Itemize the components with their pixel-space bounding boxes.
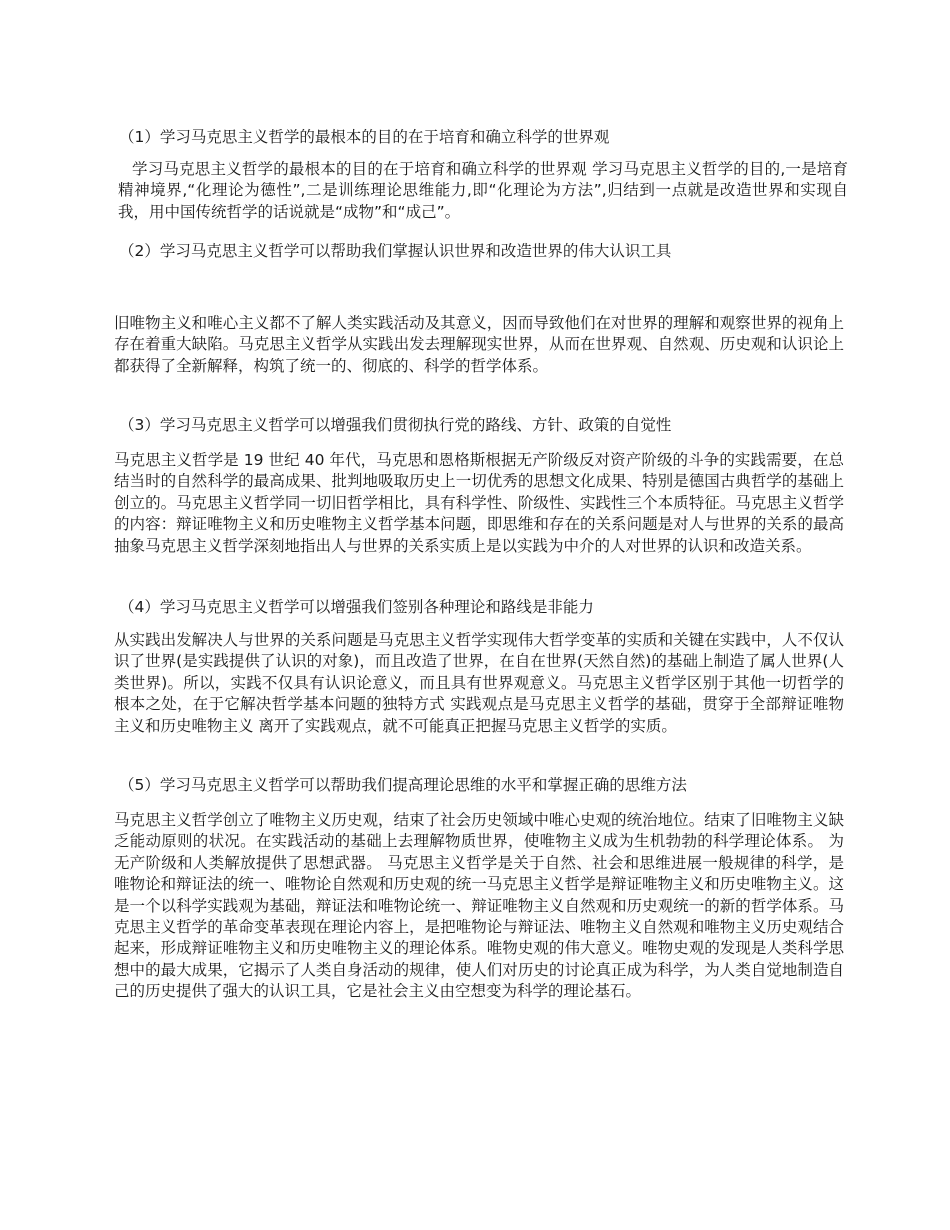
section-3-heading: （3）学习马克思主义哲学可以增强我们贯彻执行党的路线、方针、政策的自觉性	[119, 416, 672, 434]
section-2-body: 旧唯物主义和唯心主义都不了解人类实践活动及其意义，因而导致他们在对世界的理解和观察世界的视角上存在着重大缺陷。马克思主义哲学从实践出发去理解现实世界，从而在世界观、自然观、历史观和认识论上都获得了全新解释，构筑了统一的、彻底的、科学的哲学体系。	[114, 314, 844, 375]
section-5-heading: （5）学习马克思主义哲学可以帮助我们提高理论思维的水平和掌握正确的思维方法	[119, 776, 687, 794]
section-3-body: 马克思主义哲学是 19 世纪 40 年代，马克思和恩格斯根据无产阶级反对资产阶级的斗争的实践需要，在总结当时的自然科学的最高成果、批判地吸取历史上一切优秀的思想文化成果、特别是德国古典哲学的基础上创立的。马克思主义哲学同一切旧哲学相比，具有科学性、阶级性、实践性三个本质特征。马克思主义哲学的内容：辩证唯物主义和历史唯物主义哲学基本问题，即思维和存在的关系问题是对人与世界的关系的最高抽象马克思主义哲学深刻地指出人与世界的关系实质上是以实践为中介的人对世界的认识和改造关系。	[114, 451, 844, 555]
section-4-heading: （4）学习马克思主义哲学可以增强我们签别各种理论和路线是非能力	[119, 598, 594, 616]
section-4-body: 从实践出发解决人与世界的关系问题是马克思主义哲学实现伟大哲学变革的实质和关键在实践中，人不仅认识了世界(是实践提供了认识的对象)，而且改造了世界，在自在世界(天然自然)的基础上制造了属人世界(人类世界)。所以，实践不仅具有认识论意义，而且具有世界观意义。马克思主义哲学区别于其他一切哲学的根本之处，在于它解决哲学基本问题的独特方式 实践观点是马克思主义哲学的基础，贯穿于全部辩证唯物主义和历史唯物主义 离开了实践观点，就不可能真正把握马克思主义哲学的实质。	[114, 631, 844, 735]
section-5-body: 马克思主义哲学创立了唯物主义历史观，结束了社会历史领域中唯心史观的统治地位。结束了旧唯物主义缺乏能动原则的状况。在实践活动的基础上去理解物质世界，使唯物主义成为生机勃勃的科学理论体系。 为无产阶级和人类解放提供了思想武器。 马克思主义哲学是关于自然、社会和思维进展一般规律的科学，是唯物论和辩证法的统一、唯物论自然观和历史观的统一马克思主义哲学是辩证唯物主义和历史唯物主义。这是一个以科学实践观为基础，辩证法和唯物论统一、辩证唯物主义自然观和历史观统一的新的哲学体系。马克思主义哲学的革命变革表现在理论内容上，是把唯物论与辩证法、唯物主义自然观和唯物主义历史观结合起来，形成辩证唯物主义和历史唯物主义的理论体系。唯物史观的伟大意义。唯物史观的发现是人类科学思想中的最大成果，它揭示了人类自身活动的规律，使人们对历史的讨论真正成为科学，为人类自觉地制造自己的历史提供了强大的认识工具，它是社会主义由空想变为科学的理论基石。	[114, 811, 844, 1001]
section-2-heading: （2）学习马克思主义哲学可以帮助我们掌握认识世界和改造世界的伟大认识工具	[119, 242, 672, 260]
section-1-heading: （1）学习马克思主义哲学的最根本的目的在于培育和确立科学的世界观	[119, 128, 610, 146]
section-1-body: 学习马克思主义哲学的最根本的目的在于培育和确立科学的世界观 学习马克思主义哲学的目的,一是培育精神境界,“化理论为德性”,二是训练理论思维能力,即“化理论为方法”,归结到一点就是改造世界和实现自我，用中国传统哲学的话说就是“成物”和“成己”。	[118, 160, 848, 221]
